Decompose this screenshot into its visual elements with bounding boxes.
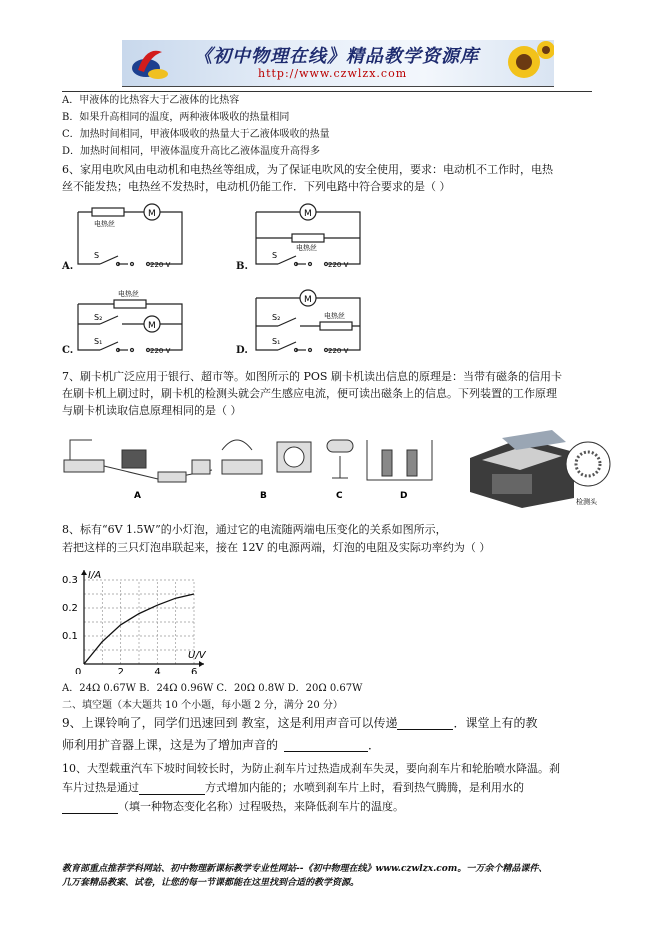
- y-tick-label: 0.2: [62, 603, 78, 614]
- svg-text:S₂: S₂: [272, 313, 281, 322]
- svg-text:M: M: [148, 321, 156, 331]
- q8-options: A．24Ω 0.67W B．24Ω 0.96W C．20Ω 0.8W D．20Ω 0.67W: [62, 683, 363, 694]
- q9-blank-1[interactable]: [397, 717, 453, 730]
- fig-label-b: B: [260, 491, 267, 501]
- svg-text:220 V: 220 V: [328, 261, 349, 269]
- origin-label: 0: [75, 667, 82, 674]
- q10-blank-2[interactable]: [62, 801, 118, 814]
- q5-option-b: B．如果升高相同的温度，两种液体吸收的热量相同: [62, 112, 290, 123]
- q9-text-c: 师利用扩音器上课，这是为了增加声音的: [62, 738, 279, 752]
- q6-label-c: C.: [62, 345, 74, 356]
- q10-line-2: [62, 781, 524, 795]
- iu-chart: [60, 560, 210, 674]
- svg-text:M: M: [304, 209, 312, 219]
- banner-url[interactable]: http://www.czwlzx.com: [258, 67, 408, 80]
- q8-text-2: 若把这样的三只灯泡串联起来，接在 12V 的电源两端，灯泡的电阻及实际功率约为（ ）: [62, 541, 491, 554]
- q6-label-a: A.: [62, 261, 74, 272]
- x-tick-label: 4: [154, 667, 161, 674]
- pos-head-label: 检测头: [576, 498, 597, 506]
- q5-option-a: A．甲液体的比热容大于乙液体的比热容: [62, 95, 240, 106]
- y-axis-arrow: [81, 570, 87, 575]
- svg-text:电热丝: 电热丝: [296, 244, 317, 252]
- switch-label: S: [94, 251, 100, 260]
- header-banner: [122, 40, 554, 87]
- voltage-label: 220 V: [150, 261, 171, 269]
- svg-text:电热丝: 电热丝: [324, 312, 345, 320]
- fig-label-d: D: [400, 491, 408, 501]
- series-line: [84, 594, 194, 664]
- q9-line-1: [62, 716, 537, 730]
- q10-blank-1[interactable]: [139, 782, 205, 795]
- fig-label-c: C: [336, 491, 343, 501]
- y-tick-label: 0.1: [62, 631, 78, 642]
- circuit-a-diagram: [70, 198, 190, 274]
- logo-icon: [128, 44, 174, 82]
- svg-text:220 V: 220 V: [328, 347, 349, 355]
- y-tick-label: 0.3: [62, 575, 78, 586]
- header-rule: [62, 91, 592, 92]
- q10-text-c: （填一种物态变化名称）过程吸热，来降低刹车片的温度。: [118, 800, 404, 813]
- q7-text-2: 在刷卡机上刷过时，刷卡机的检测头就会产生感应电流，便可读出磁条上的信息。下列装置的工作原理: [62, 387, 557, 400]
- q6-text-1: 6、家用电吹风由电动机和电热丝等组成，为了保证电吹风的安全使用，要求：电动机不工作时，电热: [62, 163, 553, 176]
- q10-text-a: 车片过热是通过: [62, 781, 139, 794]
- circuit-d-diagram: [248, 284, 368, 360]
- q9-line-2: [62, 738, 380, 752]
- section2-heading: 二、填空题（本大题共 10 个小题，每小题 2 分，满分 20 分）: [62, 700, 343, 711]
- x-axis-label: U/V: [188, 650, 206, 661]
- svg-text:电热丝: 电热丝: [118, 290, 139, 298]
- q8-text-1: 8、标有“6V 1.5W”的小灯泡，通过它的电流随两端电压变化的关系如图所示，: [62, 523, 447, 536]
- svg-text:S₁: S₁: [94, 337, 103, 346]
- svg-text:S: S: [272, 251, 278, 260]
- svg-text:220 V: 220 V: [150, 347, 171, 355]
- q9-text-d: ．: [368, 738, 381, 752]
- q9-blank-2[interactable]: [284, 739, 368, 752]
- q5-option-d: D．加热时间相同，甲液体温度升高比乙液体温度升高得多: [62, 146, 321, 157]
- svg-text:S₂: S₂: [94, 313, 103, 322]
- q6-label-b: B.: [236, 261, 248, 272]
- q6-label-d: D.: [236, 345, 248, 356]
- q7-text-3: 与刷卡机读取信息原理相同的是（ ）: [62, 404, 242, 417]
- sunflower-icon: [494, 40, 554, 86]
- footer: [62, 862, 547, 890]
- pos-machine-illustration: [462, 418, 614, 510]
- svg-text:M: M: [304, 295, 312, 305]
- x-tick-label: 2: [117, 667, 125, 674]
- fig-label-a: A: [134, 491, 141, 501]
- circuit-b-diagram: [248, 198, 368, 274]
- banner-title: 《初中物理在线》精品教学资源库: [194, 46, 479, 67]
- x-axis-arrow: [199, 661, 204, 667]
- heater-label: 电热丝: [94, 220, 115, 228]
- circuit-c-diagram: [70, 284, 190, 360]
- q10-line-1: 10、大型载重汽车下坡时间较长时，为防止刹车片过热造成刹车失灵，要向刹车片和轮胎喷水降温。刹: [62, 762, 560, 775]
- svg-text:S₁: S₁: [272, 337, 281, 346]
- footer-line-1: 教育部重点推荐学科网站、初中物理新课标教学专业性网站--《初中物理在线》www.czwlzx.com。一万余个精品课件、: [62, 864, 548, 874]
- q6-text-2: 丝不能发热；电热丝不发热时，电动机仍能工作．下列电路中符合要求的是（ ）: [62, 180, 451, 193]
- x-tick-label: 6: [191, 667, 198, 674]
- motor-symbol: M: [148, 209, 156, 219]
- q9-text-b: ．课堂上有的教: [453, 716, 538, 730]
- q10-text-b: 方式增加内能的；水喷到刹车片上时，看到热气腾腾，是利用水的: [205, 781, 524, 794]
- q10-line-3: [62, 800, 404, 814]
- footer-line-2: 几万套精品教案、试卷，让您的每一节课都能在这里找到合适的教学资源。: [62, 878, 360, 888]
- y-axis-label: I/A: [88, 570, 102, 581]
- q5-option-c: C．加热时间相同，甲液体吸收的热量大于乙液体吸收的热量: [62, 129, 330, 140]
- q7-text-1: 7、刷卡机广泛应用于银行、超市等。如图所示的 POS 刷卡机读出信息的原理是：当带有磁条的信用卡: [62, 370, 562, 383]
- q7-apparatus-figures: [62, 420, 442, 502]
- q9-text-a: 9、上课铃响了，同学们迅速回到 教室，这是利用声音可以传递: [62, 716, 398, 730]
